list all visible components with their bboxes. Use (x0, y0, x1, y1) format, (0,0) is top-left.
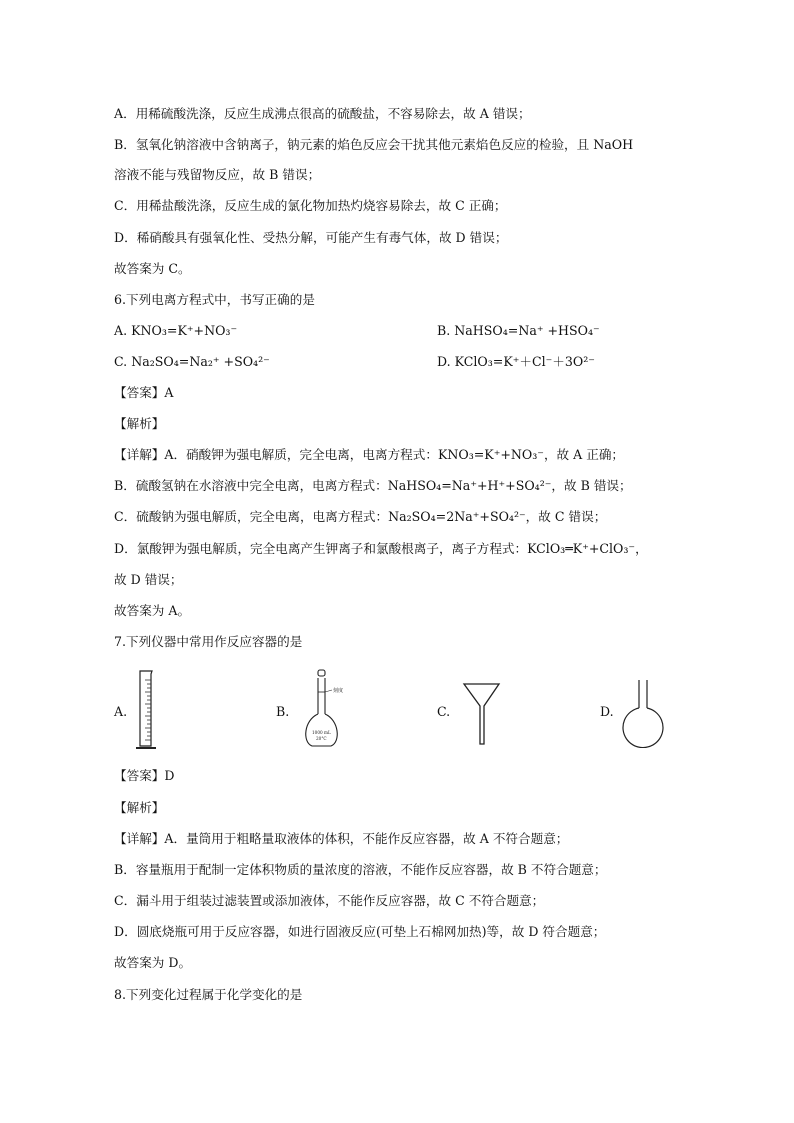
analysis-heading: 【解析】 (114, 416, 165, 431)
question-6: 6.下列电离方程式中，书写正确的是 (114, 292, 315, 307)
volumetric-flask-icon (298, 668, 348, 750)
text-line: 故答案为 D。 (114, 955, 192, 970)
option-b: B. NaHSO₄=Na⁺ +HSO₄⁻ (437, 323, 600, 338)
text-line: C．硫酸钠为强电解质，完全电离，电离方程式：Na₂SO₄=2Na⁺+SO₄²⁻，故 C 错误； (114, 509, 607, 524)
figure-label-b: B. (276, 704, 290, 719)
text-line: C．漏斗用于组装过滤装置或添加液体，不能作反应容器，故 C 不符合题意； (114, 893, 545, 908)
text-line: 故答案为 C。 (114, 261, 191, 276)
round-bottom-flask-icon (620, 678, 666, 748)
text-line: D．氯酸钾为强电解质，完全电离产生钾离子和氯酸根离子，离子方程式：KClO₃═K⁺+ClO₃⁻， (114, 541, 648, 556)
question-8: 8.下列变化过程属于化学变化的是 (114, 987, 303, 1002)
text-line: 故 D 错误； (114, 572, 183, 587)
text-line: D．稀硝酸具有强氧化性、受热分解，可能产生有毒气体，故 D 错误； (114, 230, 508, 245)
option-a: A. KNO₃=K⁺+NO₃⁻ (114, 323, 238, 338)
answer: 【答案】A (114, 385, 174, 400)
flask-temp-text: 20°C (316, 736, 327, 741)
graduated-cylinder-icon (132, 668, 162, 754)
option-c: C. Na₂SO₄=Na₂⁺ +SO₄²⁻ (114, 354, 270, 369)
flask-volume-text: 1000 mL (312, 730, 331, 735)
analysis-heading: 【解析】 (114, 800, 165, 815)
text-line: D．圆底烧瓶可用于反应容器，如进行固液反应(可垫上石棉网加热)等，故 D 符合题意； (114, 924, 606, 939)
question-7: 7.下列仪器中常用作反应容器的是 (114, 634, 303, 649)
text-line: 【详解】A．硝酸钾为强电解质，完全电离，电离方程式：KNO₃=K⁺+NO₃⁻，故 A 正确； (114, 447, 625, 462)
text-line: 溶液不能与残留物反应，故 B 错误； (114, 167, 321, 182)
option-d: D. KClO₃=K⁺＋Cl⁻＋3O²⁻ (437, 354, 595, 369)
text-line: A．用稀硫酸洗涤，反应生成沸点很高的硫酸盐，不容易除去，故 A 错误； (114, 106, 531, 121)
figure-label-d: D. (600, 704, 614, 719)
text-line: B．氢氧化钠溶液中含钠离子，钠元素的焰色反应会干扰其他元素焰色反应的检验，且 NaOH (114, 137, 634, 152)
text-line: 【详解】A．量筒用于粗略量取液体的体积，不能作反应容器，故 A 不符合题意； (114, 831, 569, 846)
text-line: B．硫酸氢钠在水溶液中完全电离，电离方程式：NaHSO₄=Na⁺+H⁺+SO₄²⁻，故 B 错误； (114, 478, 632, 493)
figure-label-a: A. (114, 704, 128, 719)
figure-label-c: C. (437, 704, 451, 719)
flask-mark-text: 刻度 (333, 688, 344, 694)
text-line: B．容量瓶用于配制一定体积物质的量浓度的溶液，不能作反应容器，故 B 不符合题意； (114, 862, 607, 877)
answer: 【答案】D (114, 768, 175, 783)
funnel-icon (462, 682, 502, 748)
text-line: C．用稀盐酸洗涤，反应生成的氯化物加热灼烧容易除去，故 C 正确； (114, 198, 507, 213)
text-line: 故答案为 A。 (114, 603, 191, 618)
